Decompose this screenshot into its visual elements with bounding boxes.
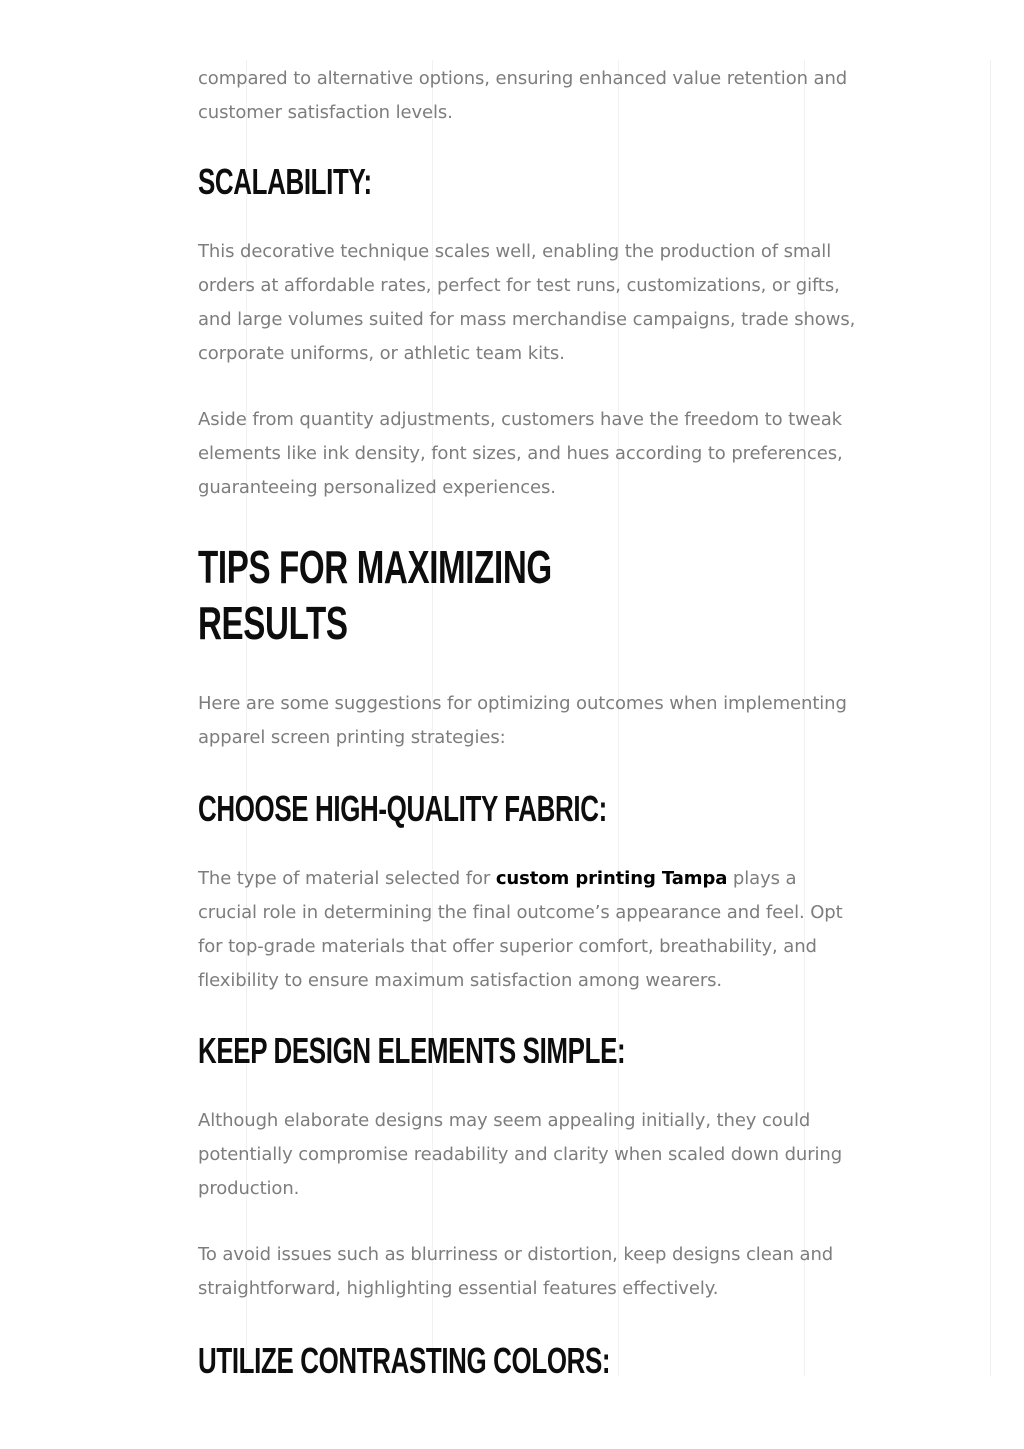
colors-heading: UTILIZE CONTRASTING COLORS:: [198, 1340, 611, 1381]
article-body: [198, 62, 858, 1383]
tips-intro-paragraph: Here are some suggestions for optimizing outcomes when implementing apparel screen printing strategies:: [198, 693, 847, 748]
tips-heading: TIPS FOR MAXIMIZING RESULTS: [198, 541, 552, 649]
grid-line: [990, 60, 991, 1376]
fabric-text-after: plays a crucial role in determining the final outcome’s appearance and feel. Opt for top-grade materials that offer superior comfort, breathability, and flexibility to ensure maximum satisfaction among wearers.: [198, 868, 843, 991]
scalability-paragraph-1: This decorative technique scales well, enabling the production of small orders at affordable rates, perfect for test runs, customizations, or gifts, and large volumes suited for mass merchandise campaigns, trade shows, corporate uniforms, or athletic team kits.: [198, 241, 856, 364]
fabric-paragraph: [198, 862, 858, 998]
fabric-text-before: The type of material selected for: [198, 868, 496, 889]
scalability-heading: SCALABILITY:: [198, 161, 372, 202]
fabric-heading: CHOOSE HIGH-QUALITY FABRIC:: [198, 788, 607, 829]
scalability-paragraph-2: Aside from quantity adjustments, customers have the freedom to tweak elements like ink density, font sizes, and hues according to preferences, guaranteeing personalized experiences.: [198, 409, 843, 498]
design-paragraph-2: To avoid issues such as blurriness or distortion, keep designs clean and straightforward, highlighting essential features effectively.: [198, 1244, 834, 1299]
custom-printing-link[interactable]: custom printing Tampa: [495, 868, 728, 889]
intro-paragraph: compared to alternative options, ensuring enhanced value retention and customer satisfaction levels.: [198, 68, 848, 123]
design-paragraph-1: Although elaborate designs may seem appealing initially, they could potentially compromise readability and clarity when scaled down during production.: [198, 1110, 843, 1199]
design-heading: KEEP DESIGN ELEMENTS SIMPLE:: [198, 1030, 626, 1071]
